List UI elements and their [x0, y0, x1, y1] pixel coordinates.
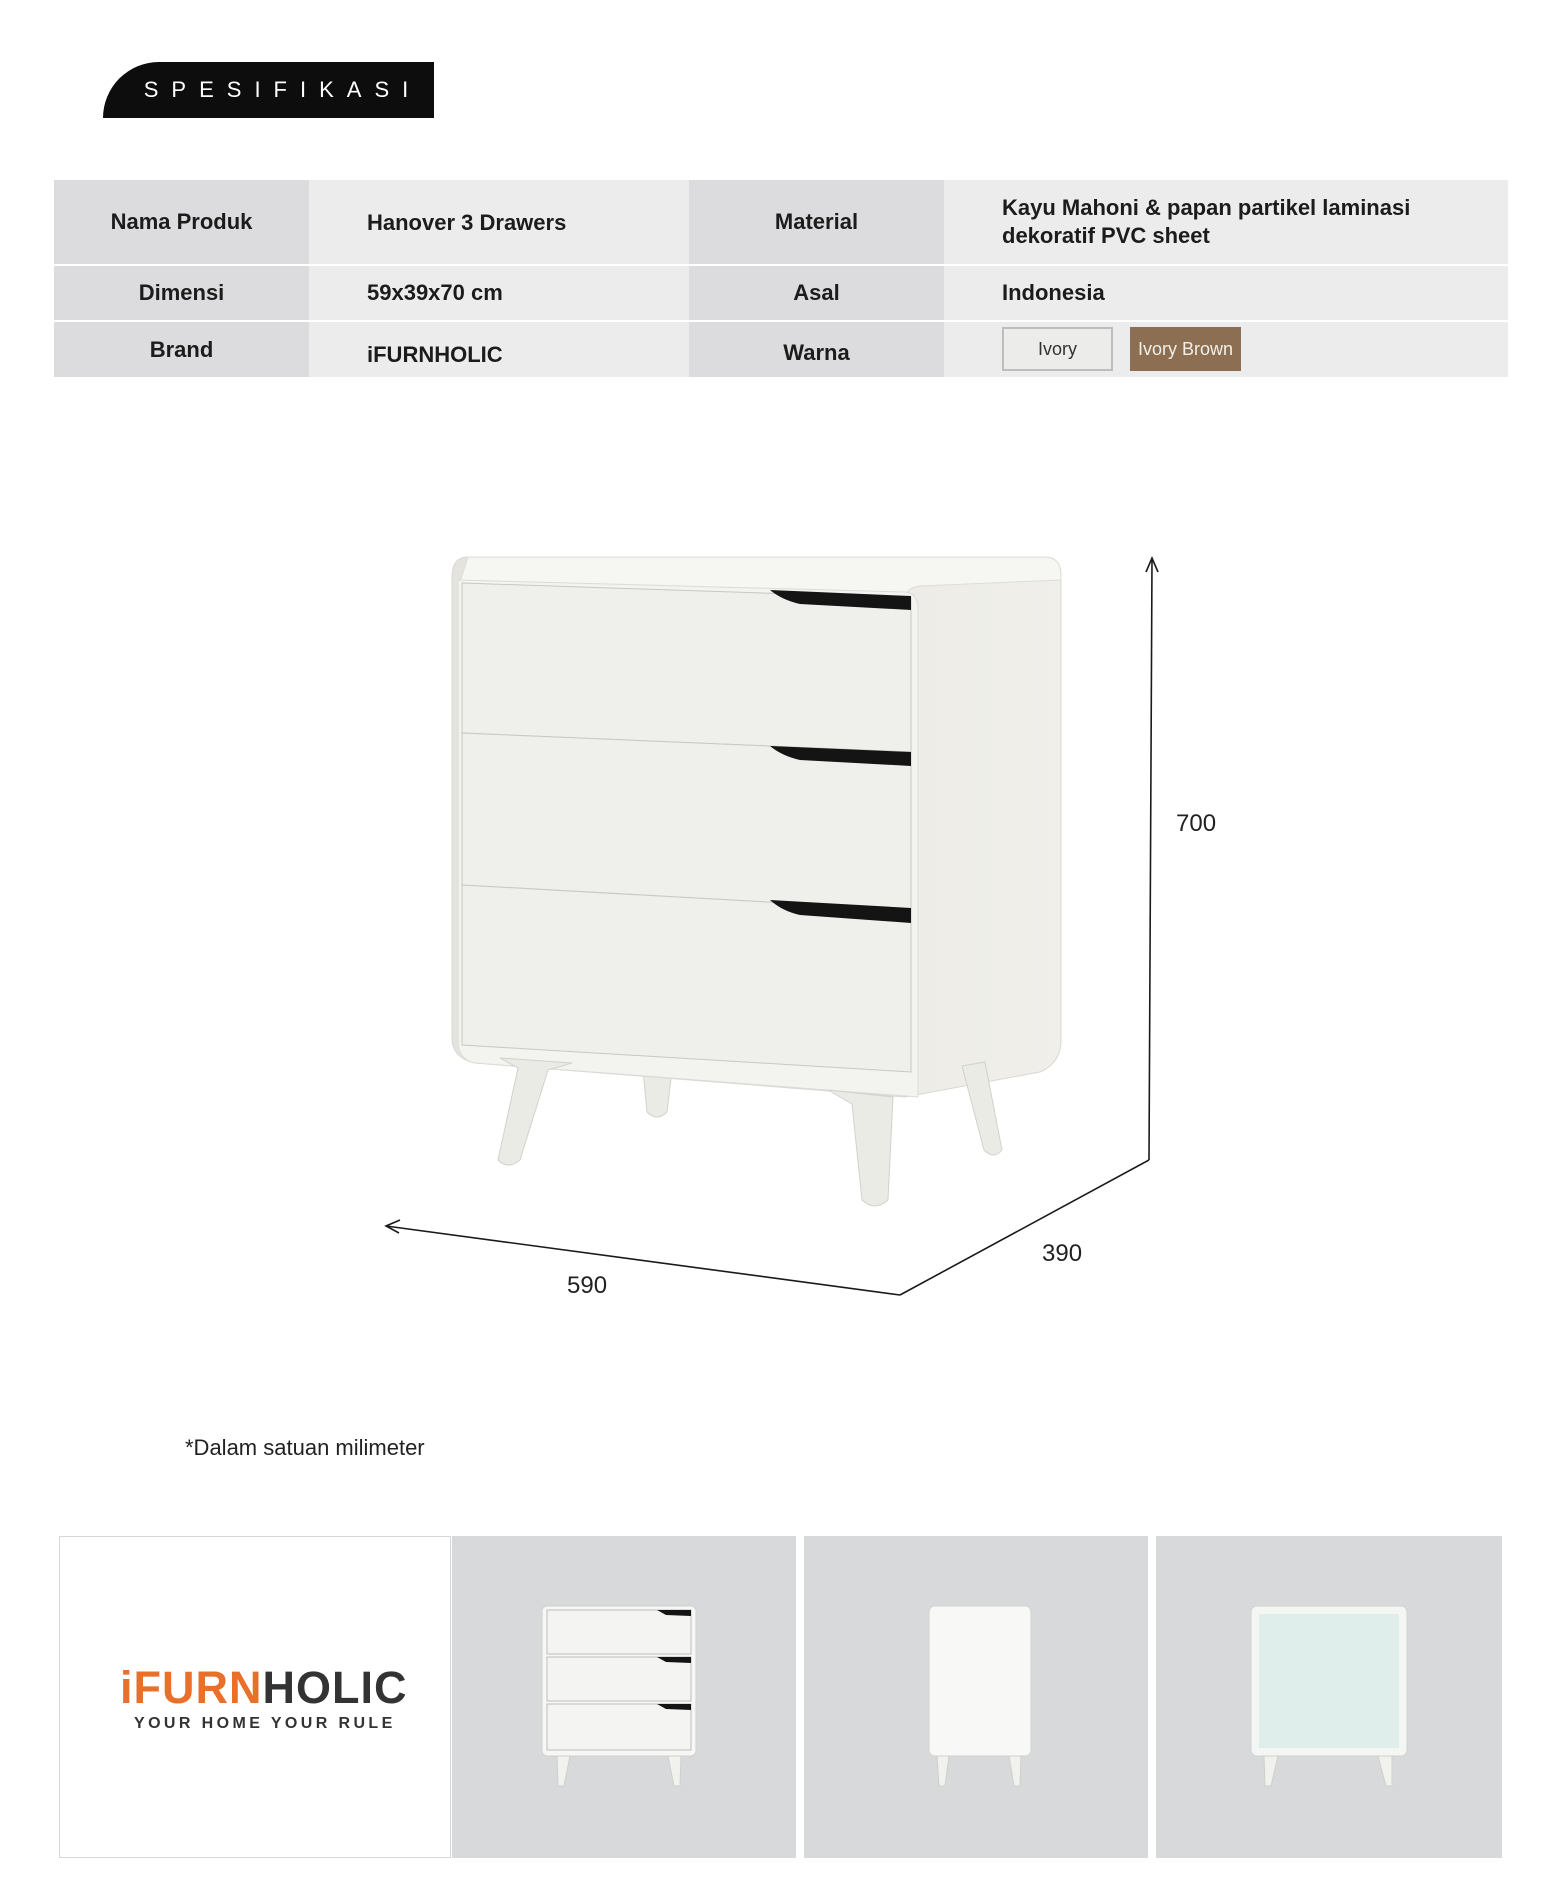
- color-swatch-ivory[interactable]: Ivory: [1002, 327, 1113, 371]
- label-asal: Asal: [689, 266, 944, 320]
- label-nama-produk: Nama Produk: [54, 180, 309, 264]
- thumbnail-back[interactable]: [1156, 1536, 1502, 1858]
- value-brand: iFURNHOLIC: [309, 322, 689, 377]
- thumbnail-front-image: [452, 1536, 796, 1858]
- brand-tagline: YOUR HOME YOUR RULE: [134, 1715, 396, 1732]
- label-warna: Warna: [689, 322, 944, 377]
- thumbnail-back-image: [1156, 1536, 1502, 1858]
- unit-note: *Dalam satuan milimeter: [185, 1435, 425, 1460]
- brand-logo: iFURNHOLIC: [120, 1662, 408, 1713]
- label-dimensi: Dimensi: [54, 266, 309, 320]
- thumbnail-front[interactable]: [452, 1536, 796, 1858]
- value-nama-produk: Hanover 3 Drawers: [309, 180, 689, 264]
- label-brand: Brand: [54, 322, 309, 377]
- value-dimensi: 59x39x70 cm: [309, 266, 689, 320]
- dimension-depth: 390: [1042, 1240, 1083, 1267]
- thumbnail-side-image: [804, 1536, 1148, 1858]
- chest-of-drawers-image: [452, 557, 1061, 1206]
- dimension-height: 700: [1176, 810, 1217, 837]
- spesifikasi-tab-label: SPESIFIKASI: [143, 77, 422, 102]
- value-material: Kayu Mahoni & papan partikel laminasi dekoratif PVC sheet: [944, 180, 1508, 264]
- label-material: Material: [689, 180, 944, 264]
- brand-logo-panel: [59, 1536, 451, 1858]
- value-asal: Indonesia: [944, 266, 1508, 320]
- color-swatch-ivory-brown[interactable]: Ivory Brown: [1130, 327, 1241, 371]
- dimension-width: 590: [567, 1272, 608, 1299]
- thumbnail-side[interactable]: [804, 1536, 1148, 1858]
